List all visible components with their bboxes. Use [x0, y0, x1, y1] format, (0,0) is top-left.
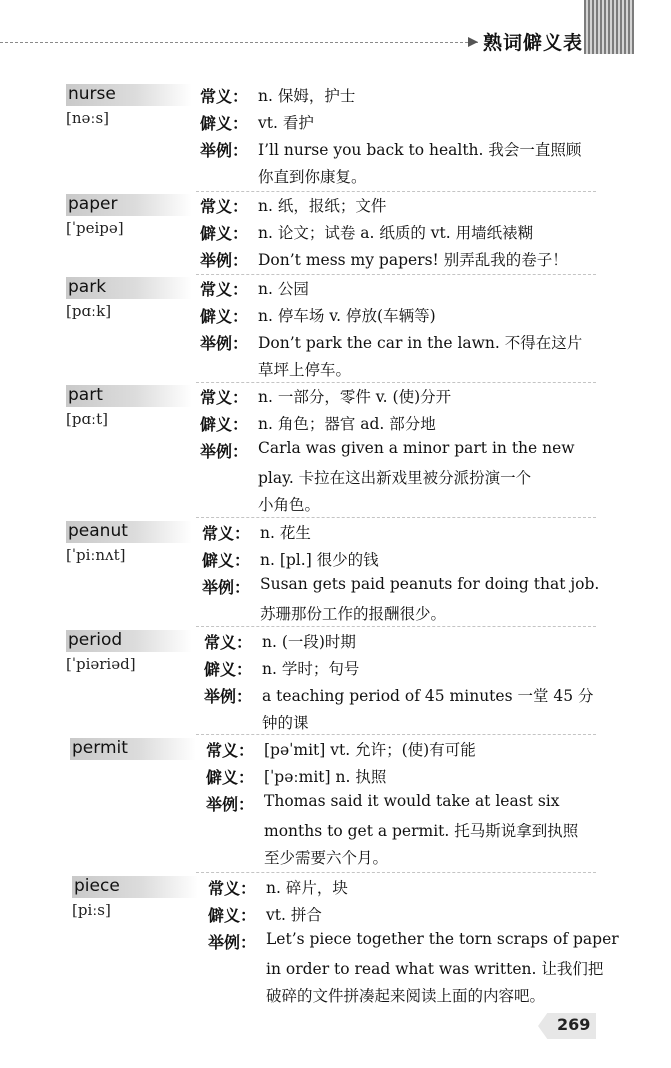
example-line: in order to read what was written. 让我们把 [266, 960, 604, 978]
phonetic: [ˈpiːnʌt] [66, 546, 126, 564]
example-line: Carla was given a minor part in the new [258, 439, 575, 457]
example-label: 举例： [200, 251, 249, 270]
example-label: 举例： [208, 933, 257, 952]
headword: paper [68, 194, 118, 214]
common-meaning: n. (一段)时期 [262, 633, 356, 651]
rare-label: 僻义： [200, 224, 249, 243]
rare-label: 僻义： [206, 768, 255, 787]
entry-divider [196, 626, 596, 627]
entry-divider [196, 872, 596, 873]
example-label: 举例： [200, 442, 249, 461]
example-line: Let’s piece together the torn scraps of paper [266, 930, 619, 948]
rare-meaning: [ˈpəːmit] n. 执照 [264, 768, 387, 786]
common-label: 常义： [200, 87, 249, 106]
rare-meaning: n. 停车场 v. 停放(车辆等) [258, 307, 436, 325]
entry-divider [196, 382, 596, 383]
rare-meaning: n. 角色；器官 ad. 部分地 [258, 415, 436, 433]
rare-label: 僻义： [202, 551, 251, 570]
common-meaning: n. 花生 [260, 524, 311, 542]
common-meaning: n. 一部分，零件 v. (使)分开 [258, 388, 452, 406]
common-meaning: n. 纸，报纸；文件 [258, 197, 387, 215]
headword-highlight [66, 277, 192, 299]
rare-label: 僻义： [208, 906, 257, 925]
example-line: 小角色。 [258, 496, 321, 514]
headword: park [68, 277, 107, 297]
rare-meaning: vt. 拼合 [266, 906, 322, 924]
section-title: 熟词僻义表 [483, 32, 584, 54]
headword: permit [72, 738, 128, 758]
example-line: Don’t park the car in the lawn. 不得在这片 [258, 334, 583, 352]
example-line: Don’t mess my papers! 别弄乱我的卷子！ [258, 251, 568, 269]
common-label: 常义： [200, 388, 249, 407]
phonetic: [pɑːt] [66, 410, 108, 428]
example-line: 苏珊那份工作的报酬很少。 [260, 605, 447, 623]
phonetic: [ˈpeipə] [66, 219, 124, 237]
entry-divider [196, 517, 596, 518]
headword-highlight [66, 521, 192, 543]
headword-highlight [66, 385, 192, 407]
example-line: I’ll nurse you back to health. 我会一直照顾 [258, 141, 582, 159]
common-meaning: n. 公园 [258, 280, 309, 298]
headword: nurse [68, 84, 116, 104]
example-line: a teaching period of 45 minutes 一堂 45 分 [262, 687, 594, 705]
example-label: 举例： [200, 334, 249, 353]
header-arrow-icon [468, 37, 478, 47]
headword-highlight [72, 876, 198, 898]
headword: part [68, 385, 103, 405]
headword-highlight [66, 84, 192, 106]
common-meaning: [pəˈmit] vt. 允许；(使)有可能 [264, 741, 476, 759]
rare-label: 僻义： [200, 307, 249, 326]
headword-highlight [66, 630, 192, 652]
rare-label: 僻义： [200, 114, 249, 133]
common-meaning: n. 碎片，块 [266, 879, 348, 897]
phonetic: [piːs] [72, 901, 111, 919]
common-label: 常义： [200, 280, 249, 299]
headword: peanut [68, 521, 128, 541]
common-meaning: n. 保姆，护士 [258, 87, 356, 105]
rare-meaning: n. 学时；句号 [262, 660, 360, 678]
page-edge-tab [584, 0, 634, 54]
example-line: 破碎的文件拼凑起来阅读上面的内容吧。 [266, 987, 546, 1005]
common-label: 常义： [208, 879, 257, 898]
rare-label: 僻义： [200, 415, 249, 434]
entry-divider [196, 734, 596, 735]
phonetic: [pɑːk] [66, 302, 112, 320]
common-label: 常义： [202, 524, 251, 543]
common-label: 常义： [200, 197, 249, 216]
entry-divider [196, 191, 596, 192]
example-line: months to get a permit. 托马斯说拿到执照 [264, 822, 579, 840]
page-number: 269 [557, 1015, 591, 1034]
example-line: 钟的课 [262, 714, 309, 732]
example-label: 举例： [202, 578, 251, 597]
example-label: 举例： [206, 795, 255, 814]
example-line: play. 卡拉在这出新戏里被分派扮演一个 [258, 469, 532, 487]
rare-meaning: n. 论文；试卷 a. 纸质的 vt. 用墙纸裱糊 [258, 224, 534, 242]
example-line: 草坪上停车。 [258, 361, 352, 379]
headword-highlight [66, 194, 192, 216]
example-label: 举例： [204, 687, 253, 706]
headword: period [68, 630, 123, 650]
rare-meaning: n. [pl.] 很少的钱 [260, 551, 379, 569]
phonetic: [nəːs] [66, 109, 109, 127]
entry-divider [196, 274, 596, 275]
headword: piece [74, 876, 120, 896]
example-line: 你直到你康复。 [258, 168, 367, 186]
common-label: 常义： [204, 633, 253, 652]
headword-highlight [70, 738, 196, 760]
phonetic: [ˈpiəriəd] [66, 655, 136, 673]
rare-meaning: vt. 看护 [258, 114, 314, 132]
example-line: 至少需要六个月。 [264, 849, 389, 867]
header-rule [0, 42, 478, 43]
example-line: Thomas said it would take at least six [264, 792, 560, 810]
example-label: 举例： [200, 141, 249, 160]
rare-label: 僻义： [204, 660, 253, 679]
common-label: 常义： [206, 741, 255, 760]
example-line: Susan gets paid peanuts for doing that job. [260, 575, 600, 593]
